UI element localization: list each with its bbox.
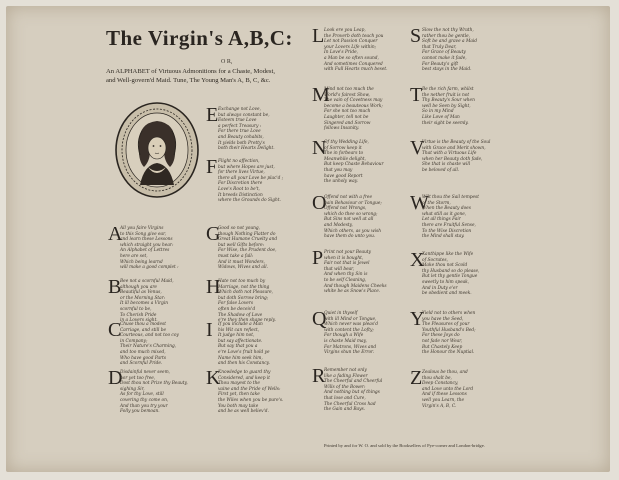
drop-cap-letter: I [206, 319, 213, 341]
printer-imprint: Printed by and for W. O. and sold by the Booksellers of Pye-corner and London-bridge. [324, 443, 485, 448]
page-title: The Virgin's A,B,C: [106, 26, 293, 50]
verse-text: If you include a Man his Wit can reflect, It judge him not, but say affectionate. But say that you a e're Love's fruit hold ye Name him seek him, and then his Constancy. [218, 322, 270, 367]
drop-cap-letter: Q [312, 308, 327, 330]
verse-text: Look ere you Leap, the Proverb doth teach you Let not Passion Conquer your Lovers Life within; In Love's Pride, a Man be so often sound, And sometimes Conquered with Full Hearts much beset. [324, 28, 388, 73]
verse-text: Wilt thou the Sail tempest of the Storm, When the Beauty does what still as it gone, Let all things Fair there are Fruitful Sense, To the Wise Discretion the Mind shall stay. [422, 195, 479, 240]
subtitle-line-1: An ALPHABET of Virtuous Admonitions for a Chaste, Modest, [106, 68, 275, 75]
drop-cap-letter: E [206, 104, 219, 126]
verse-text: Yield not to others when you have the Seed, The Pleasures of your Youthful Husband's Bed; For these Joys do not fade nor Wear, But Chastely Keep the Honour the Nuptial. [422, 311, 476, 356]
drop-cap-letter: V [410, 137, 425, 159]
drop-cap-letter: W [410, 192, 429, 214]
verse-text: Remember not only like a fading Flower The Cheerful and Cheerful Wills of the Bower: And nothing but of things that lose and Cure, The Cheerful Cross had the Gain and Bays. [324, 368, 383, 413]
verse-text: Knowledge to guard thy Considered, and keep it Thou mayest to the vaine and the Pride of Wells: First yet, then take the Wiles when you be pure's. You both may take and be as well believ'd. [218, 370, 284, 415]
drop-cap-letter: X [410, 249, 425, 271]
verse-text: Virtue is the Beauty of the Soul with Grace and Merit shown, That with a Virtuous Life when her Beauty doth fade, She that is chaste will be beloved of all. [422, 140, 491, 173]
verse-text: Good so not young, though Nothing Flatter do Great Humane Cruelty and but well Gifts before: For Wise, the Prudent doe, must take a fall: And it must Wonders, Widows, Wives and all. [218, 226, 278, 271]
drop-cap-letter: Z [410, 367, 423, 389]
title-or: O R, [221, 59, 233, 65]
drop-cap-letter: B [108, 276, 122, 298]
verse-text: Disdainful never seem, nor yet too free, Dost thou not Prize thy Beauty, sighing Sir, As for thy Love, still covering thy come on, And than you try your Folly you bemoan. [120, 370, 188, 415]
verse-text: Print not your Beauty when it is bought, Fair not that is Jewel that will bear, And when thy Sin is to be self Cleaning, And though Maidens Cheeks white be as Snow's Place. [324, 250, 387, 295]
verse-text: Be the rich farm, whilst the nether fruit is not Thy Beauty's Sour when well be Seen by Sight, So in my Mind Like Love of Man their sight be seemly. [422, 87, 475, 126]
drop-cap-letter: A [108, 223, 123, 245]
drop-cap-letter: L [312, 25, 325, 47]
drop-cap-letter: S [410, 25, 422, 47]
verse-text: Offend not with a free gain Behaviour or Tongue; Offend not Wrongs, which do thee so wrong; But Sins not well at all and Modesty, Which others, as you wish have them do unto you. [324, 195, 382, 240]
drop-cap-letter: G [206, 223, 221, 245]
verse-text: Bee not a scornful Maid, although you are Beautiful as Venus, or the Morning Star: It ill becomes a Virgin scornful to be, To Cherish Pride in a Lovers sight. [120, 279, 174, 324]
drop-cap-letter: R [312, 365, 326, 387]
drop-cap-letter: C [108, 319, 122, 341]
subtitle-line-2: and Well-govern'd Maid. Tune, The Young Man's A, B, C, &c. [106, 77, 271, 84]
verse-text: Of thy Wedding Life, of Sorrow keep it The in forbears to Meanwhile delight, But keep Chaste Behaviour that you may have good Report the unholy way. [324, 140, 384, 185]
drop-cap-letter: K [206, 367, 221, 389]
verse-text: Mind not too much the World's fairest Show, The vain of Covetness may become a beauteous Work; For she not too much Laughter, tell not be Singered and Sorrow follows Insanity. [324, 87, 383, 132]
drop-cap-letter: F [206, 156, 218, 178]
verse-text: Slow the not thy Wrath, rather thou be gentle, Soft be and grave a Maid that Truly Dear, For Grace of Beauty cannot make it fade, For Beauty's gift best stays in the Maid. [422, 28, 478, 73]
drop-cap-letter: N [312, 137, 327, 159]
broadside-sheet [6, 6, 610, 472]
drop-cap-letter: T [410, 84, 423, 106]
verse-text: Chuse thou a modest Carriage, and still be Courteous, and not too coy in Company; Their Nature's Charming, and too much mixed, Who have good Parts and Scornful Pride. [120, 322, 179, 367]
drop-cap-letter: D [108, 367, 123, 389]
verse-text: Zealous be thou, and thou shalt be, Deep Constancy, and Love unto the Lord And if these Lessons well you Learn, the Virgin's A, B, C. [422, 370, 474, 409]
verse-text: All you faire Virgins to this Song give ear, and learn these Lessons which straight you hear: An Alphabet of Lettres here are set, Which being learnd will make a good complet : [120, 226, 179, 271]
drop-cap-letter: Y [410, 308, 425, 330]
verse-text: Hate not too much by Marriage, not the thing Which doth not Pleasure, but doth Sorrow bring; For false Lovers often be deceiv'd The Shadow of Love e're they then shape reply. [218, 279, 276, 324]
verse-text: Flight no affection, but where Hopes are just, for there lives Virtue, there all your Love be plac'd ; For Discretion there Love's Root to be't, It breeds Distinction where the Grounds do Sight. [218, 159, 284, 204]
drop-cap-letter: H [206, 276, 221, 298]
verse-text: Quiet in thyself with ill Mind or Tongue, Which never was pleas'd with content the Lofty; For though a Wife is chaste Maid may, For Matrons, Wives and Virgins shun the Error. [324, 311, 378, 356]
drop-cap-letter: P [312, 247, 324, 269]
drop-cap-letter: O [312, 192, 327, 214]
woodcut-portrait-image [114, 101, 200, 199]
verse-text: Xanthippe like the Wife of Socrates, Make thou not Scold thy Husband so do please, But let thy gentle Tongue sweetly to him speak, And in Duty e'er be obedient and meek. [422, 252, 480, 297]
verse-text: Exchange not Love, but always constant be, Esteem true Love a perfect Treasury : For there true Love and Beauty cohabits, It yields both Pretty's both their Hearts Delight. [218, 107, 275, 152]
drop-cap-letter: M [312, 84, 330, 106]
